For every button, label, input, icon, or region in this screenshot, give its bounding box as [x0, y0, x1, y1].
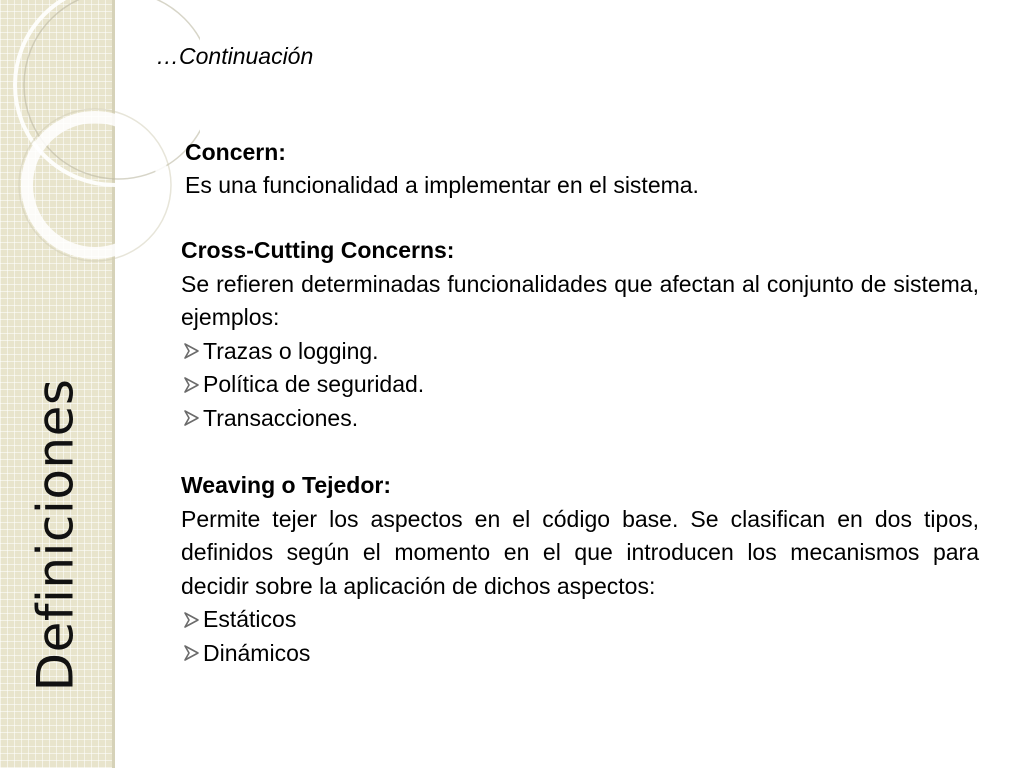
arrow-bullet-icon: [181, 407, 203, 429]
list-item: Trazas o logging.: [181, 335, 979, 369]
arrow-bullet-icon: [181, 374, 203, 396]
list-item: Estáticos: [181, 603, 979, 637]
arrow-bullet-icon: [181, 340, 203, 362]
cross-cutting-list: [181, 335, 979, 436]
weaving-text: Permite tejer los aspectos en el código base. Se clasifican en dos tipos, definidos según el momento en el que introducen los mecanismos para decidir sobre la aplicación de dichos aspectos:: [181, 505, 979, 599]
list-item: Dinámicos: [181, 637, 979, 671]
definitions-body: [181, 234, 979, 670]
arrow-bullet-icon: [181, 642, 203, 664]
weaving-heading: Weaving o Tejedor:: [181, 472, 392, 498]
continuation-label: …Continuación: [156, 43, 314, 69]
section-title: Definiciones: [26, 378, 84, 692]
list-item: Transacciones.: [181, 402, 979, 436]
weaving-list: [181, 603, 979, 670]
cross-cutting-text: Se refieren determinadas funcionalidades que afectan al conjunto de sistema, ejemplos:: [181, 270, 979, 330]
concern-heading: Concern:: [185, 139, 286, 165]
spacer: [181, 435, 979, 469]
list-item: Política de seguridad.: [181, 368, 979, 402]
cross-cutting-heading: Cross-Cutting Concerns:: [181, 237, 455, 263]
concern-definition: [185, 136, 699, 202]
concern-text: Es una funcionalidad a implementar en el sistema.: [185, 172, 699, 198]
arrow-bullet-icon: [181, 609, 203, 631]
